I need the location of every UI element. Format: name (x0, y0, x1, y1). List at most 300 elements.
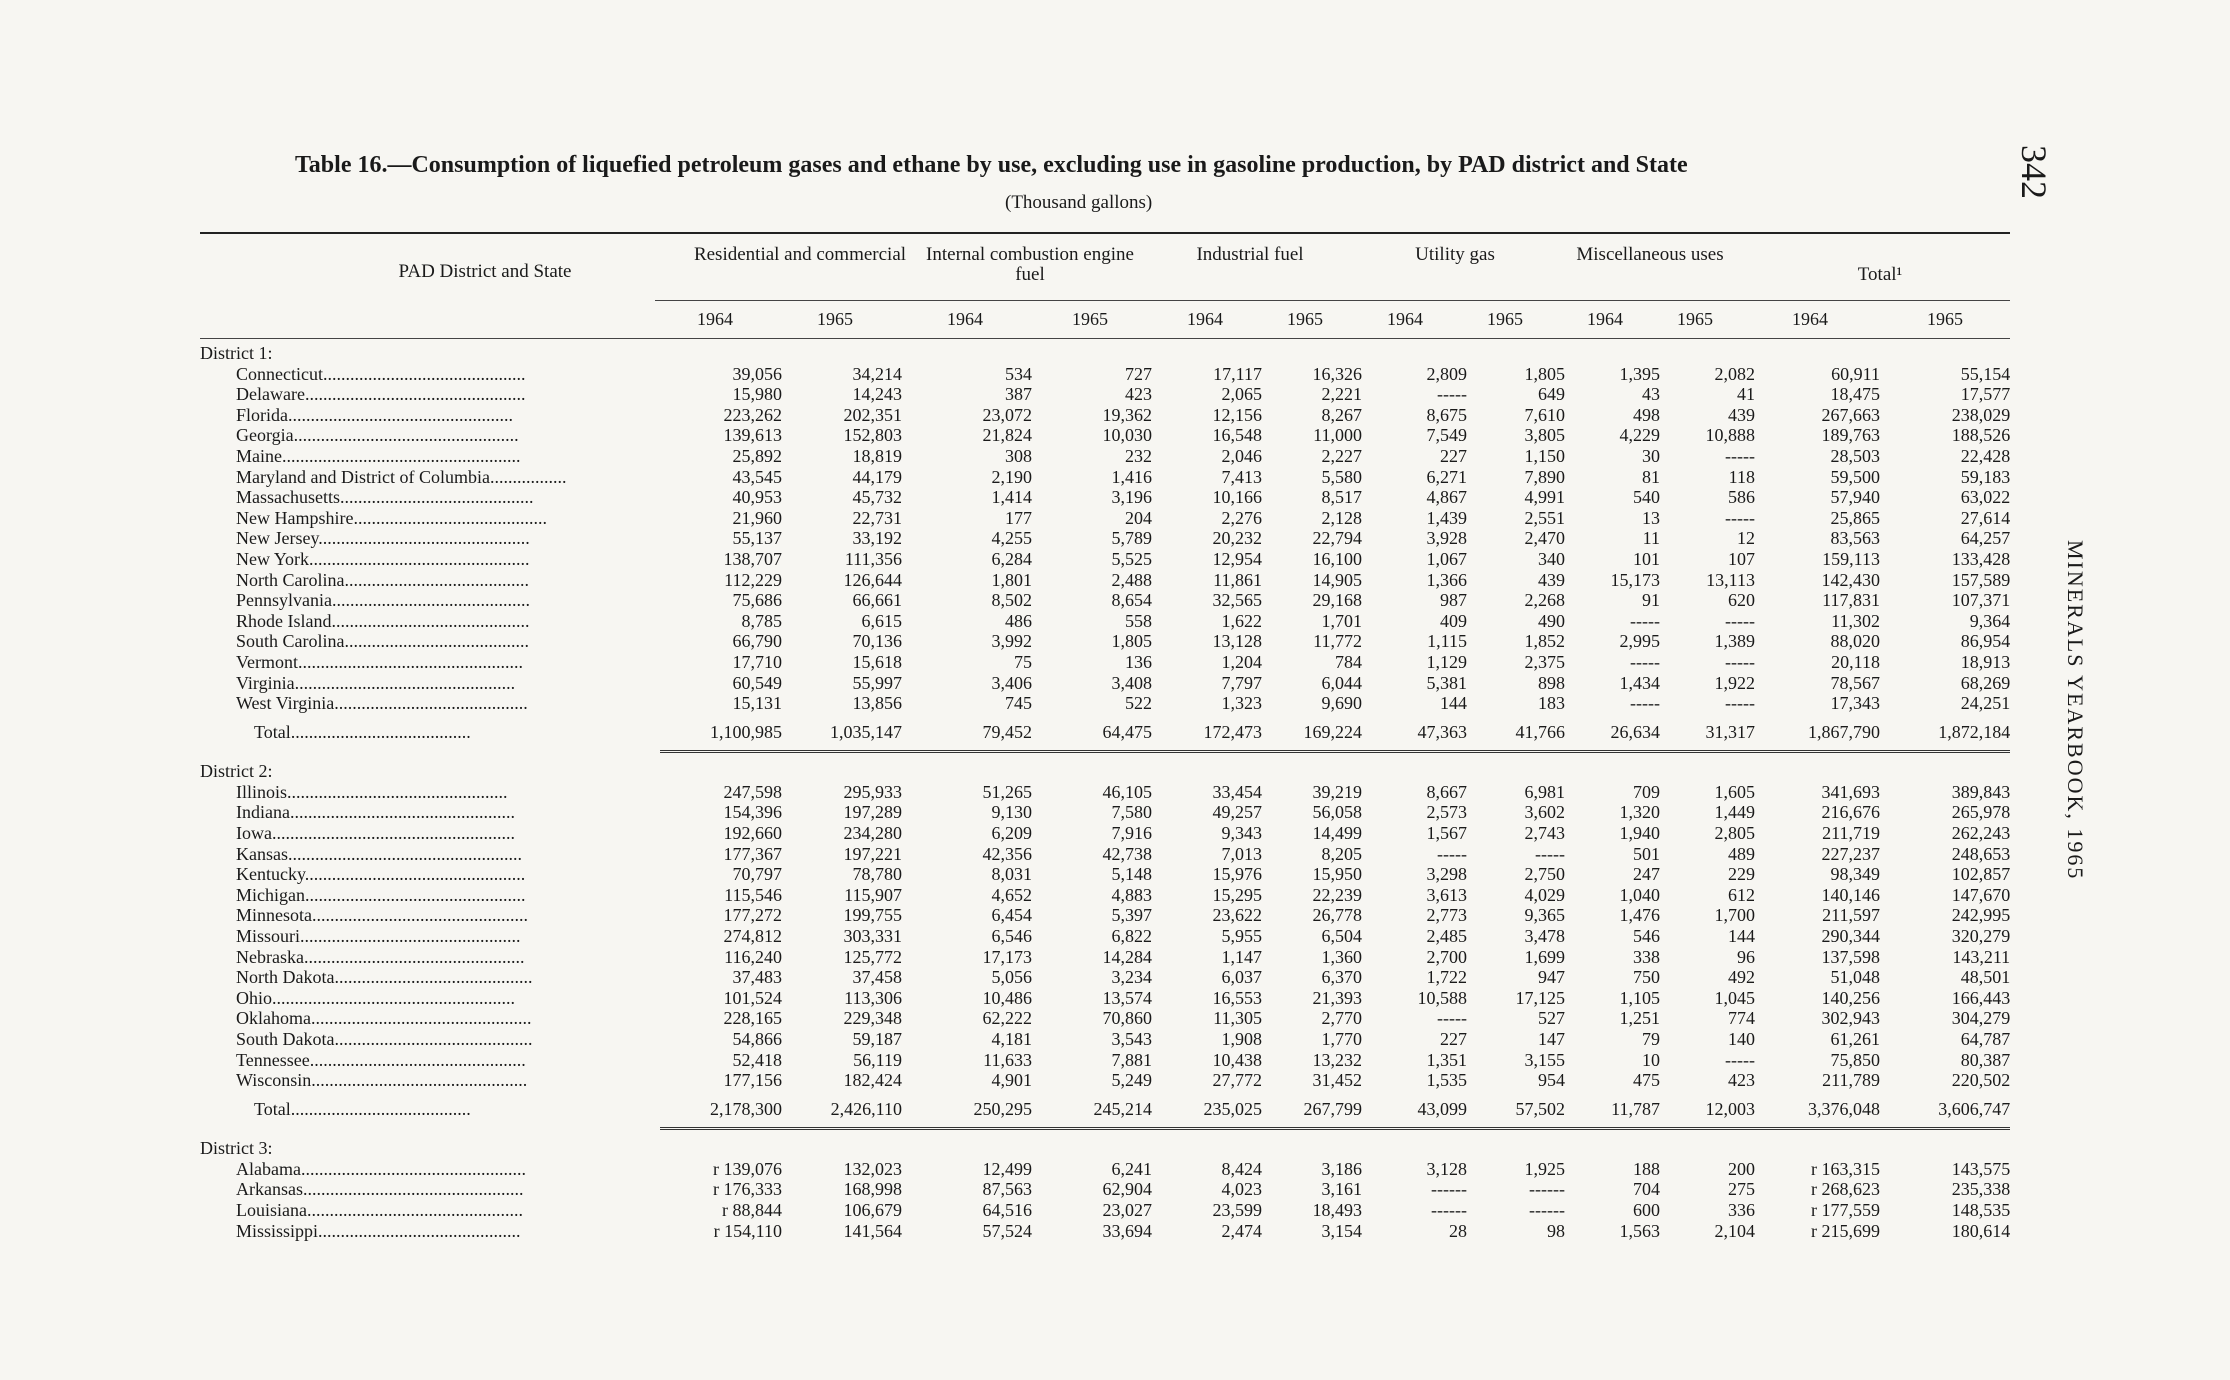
value-cell: 704 (1633, 1179, 1660, 1200)
value-cell: 7,797 (1221, 672, 1262, 693)
total-value-cell: 1,872,184 (1938, 721, 2011, 742)
table-row (200, 1221, 2010, 1242)
state-label: North Dakota............................................ (200, 967, 533, 988)
value-cell: 211,789 (1822, 1070, 1880, 1091)
value-cell: 39,219 (1312, 781, 1362, 802)
value-cell: 22,428 (1960, 445, 2011, 466)
value-cell: 45,732 (852, 487, 902, 508)
state-label: Minnesota................................................ (200, 905, 528, 926)
value-cell: 111,356 (844, 548, 902, 569)
value-cell: ----- (1725, 693, 1755, 714)
value-cell: 1,805 (1524, 363, 1565, 384)
value-cell: 8,785 (741, 610, 782, 631)
value-cell: 1,805 (1111, 631, 1152, 652)
value-cell: 197,221 (843, 843, 902, 864)
table-row (200, 1179, 2010, 1200)
district-label: District 3: (200, 1138, 273, 1159)
double-rule (660, 751, 2010, 761)
value-cell: 11,302 (1831, 610, 1880, 631)
value-cell: 987 (1440, 590, 1467, 611)
value-cell: 152,803 (843, 425, 902, 446)
value-cell: 1,535 (1426, 1070, 1467, 1091)
value-cell: 12 (1737, 528, 1755, 549)
value-cell: 59,500 (1830, 466, 1880, 487)
value-cell: 774 (1728, 1008, 1755, 1029)
total-value-cell: 235,025 (1203, 1098, 1262, 1119)
value-cell: 5,249 (1111, 1070, 1152, 1091)
value-cell: 5,955 (1221, 925, 1262, 946)
value-cell: 64,516 (982, 1199, 1032, 1220)
table-row (200, 1029, 2010, 1050)
table-row (200, 446, 2010, 467)
value-cell: 409 (1440, 610, 1467, 631)
value-cell: 1,700 (1714, 905, 1755, 926)
value-cell: 126,644 (843, 569, 902, 590)
value-cell: 2,551 (1524, 507, 1565, 528)
value-cell: 275 (1728, 1179, 1755, 1200)
value-cell: 486 (1005, 610, 1032, 631)
value-cell: 1,434 (1619, 672, 1660, 693)
value-cell: 6,615 (861, 610, 902, 631)
value-cell: 116,240 (724, 946, 782, 967)
table-row (200, 549, 2010, 570)
value-cell: 586 (1728, 487, 1755, 508)
value-cell: 4,867 (1426, 487, 1467, 508)
value-cell: 295,933 (843, 781, 902, 802)
table-row (200, 844, 2010, 865)
value-cell: 33,694 (1102, 1220, 1152, 1241)
value-cell: 14,499 (1312, 822, 1362, 843)
state-label: Tennessee................................................ (200, 1049, 526, 1070)
value-cell: 133,428 (1951, 548, 2011, 569)
district-label: District 1: (200, 343, 273, 363)
value-cell: 2,082 (1714, 363, 1755, 384)
value-cell: ------ (1529, 1179, 1565, 1200)
value-cell: 23,599 (1212, 1199, 1262, 1220)
value-cell: 154,396 (723, 802, 782, 823)
value-cell: 423 (1728, 1070, 1755, 1091)
value-cell: 2,375 (1524, 651, 1565, 672)
value-cell: 1,770 (1321, 1028, 1362, 1049)
value-cell: ------ (1529, 1199, 1565, 1220)
value-cell: 118 (1728, 466, 1755, 487)
header-top-rule (200, 232, 2010, 234)
value-cell: 3,928 (1426, 528, 1467, 549)
double-rule-row (200, 1128, 2010, 1138)
value-cell: 49,257 (1212, 802, 1262, 823)
state-label: South Dakota............................................ (200, 1028, 533, 1049)
value-cell: 33,192 (852, 528, 902, 549)
state-label: Illinois................................................. (200, 781, 508, 802)
value-cell: 4,652 (991, 884, 1032, 905)
value-cell: 3,128 (1426, 1158, 1467, 1179)
value-cell: 423 (1125, 384, 1152, 405)
value-cell: 200 (1728, 1158, 1755, 1179)
state-label: Ohio...................................................... (200, 987, 515, 1008)
value-cell: 1,045 (1714, 987, 1755, 1008)
table-row (200, 467, 2010, 488)
table-row (200, 802, 2010, 823)
year-header: 1965 (817, 309, 853, 329)
value-cell: 91 (1642, 590, 1660, 611)
value-cell: 5,397 (1111, 905, 1152, 926)
value-cell: 14,243 (852, 384, 902, 405)
value-cell: 23,622 (1212, 905, 1262, 926)
value-cell: 14,284 (1102, 946, 1152, 967)
value-cell: 5,789 (1111, 528, 1152, 549)
value-cell: 11,633 (983, 1049, 1032, 1070)
table-row (200, 1200, 2010, 1221)
value-cell: 267,663 (1821, 404, 1880, 425)
total-value-cell: 31,317 (1705, 721, 1755, 742)
value-cell: 42,356 (982, 843, 1032, 864)
table-row (200, 947, 2010, 968)
value-cell: 13,574 (1102, 987, 1152, 1008)
value-cell: 220,502 (1951, 1070, 2011, 1091)
table-subtitle: (Thousand gallons) (1005, 192, 1153, 213)
value-cell: 113,306 (844, 987, 902, 1008)
value-cell: 6,822 (1111, 925, 1152, 946)
value-cell: 4,029 (1524, 884, 1565, 905)
state-label: New York................................................. (200, 548, 530, 569)
value-cell: 620 (1728, 590, 1755, 611)
value-cell: 211,597 (1822, 905, 1880, 926)
table-row (200, 1070, 2010, 1091)
value-cell: 5,580 (1321, 466, 1362, 487)
value-cell: 1,852 (1524, 631, 1565, 652)
district-heading-row (200, 1138, 2010, 1159)
value-cell: 25,892 (732, 445, 782, 466)
value-cell: 27,614 (1960, 507, 2011, 528)
value-cell: 18,913 (1960, 651, 2011, 672)
value-cell: 202,351 (843, 404, 902, 425)
state-label: Michigan................................................. (200, 884, 526, 905)
value-cell: 136 (1125, 651, 1152, 672)
value-cell: 10,438 (1212, 1049, 1262, 1070)
value-cell: 7,413 (1221, 466, 1262, 487)
value-cell: 56,119 (853, 1049, 902, 1070)
year-rule (655, 300, 2010, 301)
value-cell: 26,778 (1312, 905, 1362, 926)
value-cell: 9,365 (1524, 905, 1565, 926)
value-cell: 60,911 (1831, 363, 1880, 384)
value-cell: 540 (1633, 487, 1660, 508)
value-cell: 23,027 (1102, 1199, 1152, 1220)
value-cell: 29,168 (1312, 590, 1362, 611)
value-cell: 143,211 (1952, 946, 2011, 967)
value-cell: 501 (1633, 843, 1660, 864)
value-cell: 147,670 (1951, 884, 2011, 905)
value-cell: 784 (1335, 651, 1362, 672)
value-cell: 1,605 (1714, 781, 1755, 802)
value-cell: 6,546 (991, 925, 1032, 946)
state-label: Vermont.................................................. (200, 651, 523, 672)
value-cell: ----- (1437, 1008, 1467, 1029)
value-cell: 387 (1005, 384, 1032, 405)
value-cell: 229,348 (843, 1008, 902, 1029)
value-cell: r 163,315 (1811, 1158, 1880, 1179)
value-cell: 17,710 (732, 651, 782, 672)
state-label: Alabama.................................................. (200, 1158, 526, 1179)
value-cell: ----- (1437, 384, 1467, 405)
value-cell: 33,454 (1212, 781, 1262, 802)
table-row (200, 967, 2010, 988)
total-value-cell: 1,035,147 (830, 721, 902, 742)
value-cell: r 215,699 (1811, 1220, 1880, 1241)
value-cell: 101,524 (723, 987, 782, 1008)
value-cell: 341,693 (1821, 781, 1880, 802)
value-cell: 1,323 (1221, 693, 1262, 714)
value-cell: 7,013 (1221, 843, 1262, 864)
value-cell: 1,701 (1321, 610, 1362, 631)
value-cell: 6,044 (1321, 672, 1362, 693)
value-cell: 70,136 (852, 631, 902, 652)
value-cell: 3,543 (1111, 1028, 1152, 1049)
value-cell: 6,981 (1524, 781, 1565, 802)
value-cell: 2,743 (1524, 822, 1565, 843)
value-cell: 28 (1449, 1220, 1467, 1241)
value-cell: 11,772 (1313, 631, 1362, 652)
value-cell: 3,478 (1524, 925, 1565, 946)
state-label: New Hampshire........................................... (200, 507, 547, 528)
value-cell: 86,954 (1960, 631, 2011, 652)
value-cell: 55,997 (852, 672, 902, 693)
value-cell: 3,161 (1321, 1179, 1362, 1200)
value-cell: 180,614 (1951, 1220, 2011, 1241)
value-cell: 199,755 (843, 905, 902, 926)
value-cell: 80,387 (1960, 1049, 2011, 1070)
value-cell: 32,565 (1212, 590, 1262, 611)
value-cell: 107,371 (1951, 590, 2011, 611)
value-cell: 168,998 (843, 1179, 902, 1200)
value-cell: ----- (1725, 1049, 1755, 1070)
value-cell: 489 (1728, 843, 1755, 864)
value-cell: 229 (1728, 864, 1755, 885)
value-cell: 17,577 (1960, 384, 2011, 405)
data-table (200, 343, 2010, 1241)
value-cell: 9,690 (1321, 693, 1362, 714)
total-value-cell: 245,214 (1093, 1098, 1152, 1119)
state-label: New Jersey............................................... (200, 528, 530, 549)
value-cell: 14,905 (1312, 569, 1362, 590)
value-cell: 11,305 (1213, 1008, 1262, 1029)
value-cell: ----- (1630, 610, 1660, 631)
value-cell: 13,856 (852, 693, 902, 714)
value-cell: 60,549 (732, 672, 782, 693)
value-cell: 1,251 (1619, 1008, 1660, 1029)
state-label: Missouri................................................. (200, 925, 521, 946)
value-cell: ------ (1431, 1199, 1467, 1220)
value-cell: 56,058 (1312, 802, 1362, 823)
value-cell: 7,549 (1426, 425, 1467, 446)
value-cell: 16,100 (1312, 548, 1362, 569)
total-row (200, 714, 2010, 752)
value-cell: 238,029 (1951, 404, 2011, 425)
total-label: Total........................................ (200, 722, 471, 743)
table-row (200, 905, 2010, 926)
value-cell: 227 (1440, 445, 1467, 466)
group-header-engine-fuel: Internal combustion engine fuel (926, 244, 1134, 285)
total-label: Total........................................ (200, 1099, 471, 1120)
value-cell: 24,251 (1960, 693, 2011, 714)
value-cell: 2,700 (1426, 946, 1467, 967)
value-cell: 234,280 (843, 822, 902, 843)
value-cell: 12,954 (1212, 548, 1262, 569)
group-header-residential: Residential and commercial (693, 244, 907, 265)
value-cell: 1,567 (1426, 822, 1467, 843)
value-cell: 2,065 (1221, 384, 1262, 405)
value-cell: 55,154 (1960, 363, 2011, 384)
value-cell: 115,546 (724, 884, 782, 905)
value-cell: 177 (1005, 507, 1032, 528)
total-value-cell: 169,224 (1303, 721, 1362, 742)
value-cell: 43,545 (732, 466, 782, 487)
value-cell: 475 (1633, 1070, 1660, 1091)
value-cell: 649 (1538, 384, 1565, 405)
value-cell: ----- (1437, 843, 1467, 864)
value-cell: 2,104 (1714, 1220, 1755, 1241)
value-cell: 9,343 (1221, 822, 1262, 843)
value-cell: 8,667 (1426, 781, 1467, 802)
value-cell: 1,622 (1221, 610, 1262, 631)
total-value-cell: 3,376,048 (1808, 1098, 1880, 1119)
value-cell: 15,980 (732, 384, 782, 405)
value-cell: 112,229 (724, 569, 782, 590)
table-row (200, 611, 2010, 632)
value-cell: 1,320 (1619, 802, 1660, 823)
total-value-cell: 79,452 (982, 721, 1032, 742)
total-value-cell: 11,787 (1611, 1098, 1660, 1119)
value-cell: 274,812 (723, 925, 782, 946)
value-cell: 139,613 (723, 425, 782, 446)
header-bottom-rule (200, 338, 2010, 339)
value-cell: 15,976 (1212, 864, 1262, 885)
group-header-misc: Miscellaneous uses (1576, 244, 1724, 265)
value-cell: 8,267 (1321, 404, 1362, 425)
page-number: 342 (2014, 145, 2054, 199)
value-cell: 534 (1005, 363, 1032, 384)
district-heading-row (200, 343, 2010, 364)
table-row (200, 508, 2010, 529)
value-cell: 5,525 (1111, 548, 1152, 569)
state-label: Kentucky................................................. (200, 864, 526, 885)
value-cell: 64,787 (1960, 1028, 2011, 1049)
value-cell: 143,575 (1951, 1158, 2011, 1179)
value-cell: 21,393 (1312, 987, 1362, 1008)
value-cell: 142,430 (1821, 569, 1880, 590)
value-cell: 242,995 (1951, 905, 2011, 926)
year-header: 1964 (697, 309, 733, 329)
value-cell: 439 (1538, 569, 1565, 590)
value-cell: 7,881 (1111, 1049, 1152, 1070)
state-label: Iowa...................................................... (200, 822, 515, 843)
value-cell: 138,707 (723, 548, 782, 569)
value-cell: 898 (1538, 672, 1565, 693)
year-header: 1965 (1287, 309, 1323, 329)
value-cell: 7,890 (1524, 466, 1565, 487)
total-value-cell: 172,473 (1203, 721, 1262, 742)
value-cell: 10,486 (982, 987, 1032, 1008)
value-cell: 70,797 (732, 864, 782, 885)
value-cell: 302,943 (1821, 1008, 1880, 1029)
table-row (200, 425, 2010, 446)
table-row (200, 405, 2010, 426)
value-cell: 55,137 (732, 528, 782, 549)
value-cell: 7,610 (1524, 404, 1565, 425)
value-cell: 1,416 (1111, 466, 1152, 487)
table-row (200, 673, 2010, 694)
group-header-utility: Utility gas (1415, 244, 1495, 265)
value-cell: 48,501 (1960, 967, 2011, 988)
value-cell: 308 (1005, 445, 1032, 466)
value-cell: 336 (1728, 1199, 1755, 1220)
value-cell: r 176,333 (713, 1179, 782, 1200)
value-cell: 8,517 (1321, 487, 1362, 508)
value-cell: 492 (1728, 967, 1755, 988)
value-cell: 62,222 (982, 1008, 1032, 1029)
year-header: 1964 (1187, 309, 1223, 329)
value-cell: 13,113 (1706, 569, 1755, 590)
value-cell: 107 (1728, 548, 1755, 569)
table-row (200, 652, 2010, 673)
value-cell: 2,470 (1524, 528, 1565, 549)
value-cell: 16,548 (1212, 425, 1262, 446)
value-cell: 34,214 (852, 363, 902, 384)
state-label: Nebraska................................................. (200, 946, 525, 967)
value-cell: ----- (1725, 610, 1755, 631)
value-cell: 115,907 (844, 884, 902, 905)
value-cell: 6,209 (991, 822, 1032, 843)
value-cell: 1,699 (1524, 946, 1565, 967)
value-cell: 18,493 (1312, 1199, 1362, 1220)
value-cell: 98,349 (1830, 864, 1880, 885)
value-cell: 57,940 (1830, 487, 1880, 508)
value-cell: 1,147 (1221, 946, 1262, 967)
total-value-cell: 250,295 (973, 1098, 1032, 1119)
value-cell: 3,406 (991, 672, 1032, 693)
value-cell: 439 (1728, 404, 1755, 425)
value-cell: 12,499 (982, 1158, 1032, 1179)
total-value-cell: 47,363 (1417, 721, 1467, 742)
value-cell: 2,190 (991, 466, 1032, 487)
value-cell: 1,925 (1524, 1158, 1565, 1179)
year-header: 1965 (1677, 309, 1713, 329)
value-cell: 63,022 (1960, 487, 2011, 508)
value-cell: 1,722 (1426, 967, 1467, 988)
value-cell: 21,824 (982, 425, 1032, 446)
value-cell: 37,483 (732, 967, 782, 988)
value-cell: 262,243 (1951, 822, 2011, 843)
table-row (200, 693, 2010, 714)
stub-header: PAD District and State (398, 261, 572, 282)
value-cell: 61,261 (1830, 1028, 1880, 1049)
state-label: Florida.................................................. (200, 404, 513, 425)
value-cell: 6,454 (991, 905, 1032, 926)
value-cell: 23,072 (982, 404, 1032, 425)
value-cell: 2,128 (1321, 507, 1362, 528)
value-cell: 1,150 (1524, 445, 1565, 466)
value-cell: 2,809 (1426, 363, 1467, 384)
value-cell: 22,731 (852, 507, 902, 528)
value-cell: 745 (1005, 693, 1032, 714)
value-cell: 1,449 (1714, 802, 1755, 823)
value-cell: 947 (1538, 967, 1565, 988)
value-cell: 265,978 (1951, 802, 2011, 823)
value-cell: 340 (1538, 548, 1565, 569)
value-cell: 66,661 (852, 590, 902, 611)
total-value-cell: 2,178,300 (710, 1098, 782, 1119)
value-cell: 30 (1642, 445, 1660, 466)
